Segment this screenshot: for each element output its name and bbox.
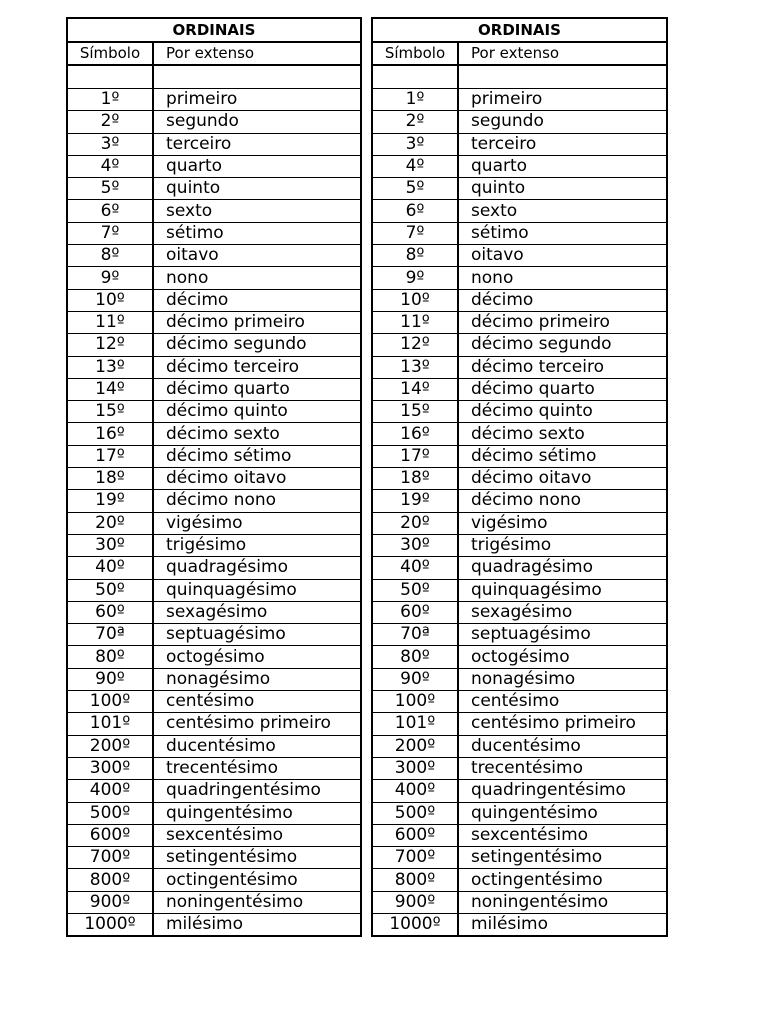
ordinal-extenso: terceiro xyxy=(153,133,361,155)
ordinal-extenso: décimo quarto xyxy=(458,378,667,400)
ordinal-symbol: 101º xyxy=(372,713,458,735)
ordinal-extenso: décimo oitavo xyxy=(153,468,361,490)
table-row xyxy=(67,757,361,779)
ordinal-symbol: 1000º xyxy=(372,913,458,936)
ordinal-symbol: 1000º xyxy=(67,913,153,936)
blank-cell xyxy=(372,65,458,89)
table-row xyxy=(67,668,361,690)
table-body xyxy=(372,42,667,936)
ordinal-extenso: octogésimo xyxy=(153,646,361,668)
ordinal-symbol: 80º xyxy=(372,646,458,668)
ordinal-symbol: 1º xyxy=(67,89,153,111)
blank-cell xyxy=(67,65,153,89)
ordinal-extenso: quarto xyxy=(153,155,361,177)
ordinal-symbol: 8º xyxy=(67,245,153,267)
table-row xyxy=(372,468,667,490)
table-row xyxy=(67,579,361,601)
table-row xyxy=(372,824,667,846)
ordinal-symbol: 13º xyxy=(67,356,153,378)
ordinal-symbol: 8º xyxy=(372,245,458,267)
table-row xyxy=(67,624,361,646)
ordinal-extenso: setingentésimo xyxy=(458,847,667,869)
ordinal-symbol: 13º xyxy=(372,356,458,378)
table-row xyxy=(67,780,361,802)
ordinal-symbol: 15º xyxy=(372,401,458,423)
table-row xyxy=(372,780,667,802)
ordinal-symbol: 50º xyxy=(372,579,458,601)
ordinal-extenso: milésimo xyxy=(458,913,667,936)
ordinal-symbol: 2º xyxy=(67,111,153,133)
ordinal-symbol: 14º xyxy=(372,378,458,400)
ordinal-symbol: 700º xyxy=(67,847,153,869)
ordinal-extenso: segundo xyxy=(153,111,361,133)
ordinal-extenso: décimo quarto xyxy=(153,378,361,400)
ordinal-extenso: sétimo xyxy=(458,222,667,244)
blank-row xyxy=(67,65,361,89)
table-row xyxy=(67,133,361,155)
ordinal-extenso: quinquagésimo xyxy=(153,579,361,601)
ordinal-extenso: décimo quinto xyxy=(153,401,361,423)
ordinal-symbol: 10º xyxy=(67,289,153,311)
ordinal-symbol: 400º xyxy=(372,780,458,802)
table-row xyxy=(67,356,361,378)
ordinal-symbol: 700º xyxy=(372,847,458,869)
table-title: ORDINAIS xyxy=(67,18,361,42)
ordinal-extenso: quingentésimo xyxy=(153,802,361,824)
column-header-extenso: Por extenso xyxy=(458,42,667,65)
table-row xyxy=(372,267,667,289)
ordinal-symbol: 400º xyxy=(67,780,153,802)
ordinal-extenso: trecentésimo xyxy=(153,757,361,779)
ordinal-extenso: nonagésimo xyxy=(153,668,361,690)
ordinal-symbol: 100º xyxy=(67,691,153,713)
table-row xyxy=(67,557,361,579)
ordinal-symbol: 14º xyxy=(67,378,153,400)
ordinal-symbol: 6º xyxy=(67,200,153,222)
ordinal-symbol: 4º xyxy=(67,155,153,177)
ordinal-extenso: trigésimo xyxy=(458,534,667,556)
ordinal-extenso: sexto xyxy=(458,200,667,222)
ordinal-extenso: décimo segundo xyxy=(153,334,361,356)
table-row xyxy=(372,534,667,556)
ordinal-symbol: 11º xyxy=(67,311,153,333)
table-row xyxy=(372,913,667,936)
table-row xyxy=(67,913,361,936)
ordinal-symbol: 5º xyxy=(372,178,458,200)
table-row xyxy=(372,713,667,735)
table-row xyxy=(372,557,667,579)
table-row xyxy=(67,222,361,244)
ordinal-symbol: 30º xyxy=(67,534,153,556)
ordinal-extenso: décimo xyxy=(458,289,667,311)
table-row xyxy=(67,891,361,913)
ordinal-extenso: décimo primeiro xyxy=(458,311,667,333)
ordinal-symbol: 200º xyxy=(67,735,153,757)
ordinal-extenso: septuagésimo xyxy=(458,624,667,646)
ordinal-extenso: sexagésimo xyxy=(153,601,361,623)
ordinal-symbol: 4º xyxy=(372,155,458,177)
ordinal-symbol: 900º xyxy=(67,891,153,913)
ordinal-symbol: 17º xyxy=(372,445,458,467)
table-row xyxy=(67,378,361,400)
ordinal-symbol: 50º xyxy=(67,579,153,601)
ordinal-extenso: décimo oitavo xyxy=(458,468,667,490)
table-body xyxy=(67,42,361,936)
ordinal-symbol: 101º xyxy=(67,713,153,735)
ordinal-extenso: vigésimo xyxy=(458,512,667,534)
ordinal-symbol: 19º xyxy=(372,490,458,512)
table-row xyxy=(67,445,361,467)
ordinal-symbol: 3º xyxy=(372,133,458,155)
ordinal-symbol: 300º xyxy=(372,757,458,779)
ordinal-extenso: décimo nono xyxy=(458,490,667,512)
ordinal-symbol: 3º xyxy=(67,133,153,155)
table-row xyxy=(372,89,667,111)
ordinal-symbol: 2º xyxy=(372,111,458,133)
column-header-row xyxy=(67,42,361,65)
ordinal-extenso: trigésimo xyxy=(153,534,361,556)
ordinal-extenso: primeiro xyxy=(153,89,361,111)
table-row xyxy=(67,155,361,177)
ordinal-extenso: décimo sétimo xyxy=(153,445,361,467)
ordinal-extenso: quadringentésimo xyxy=(153,780,361,802)
ordinal-extenso: décimo terceiro xyxy=(153,356,361,378)
ordinal-symbol: 500º xyxy=(372,802,458,824)
ordinal-extenso: octingentésimo xyxy=(458,869,667,891)
ordinal-extenso: centésimo xyxy=(153,691,361,713)
table-row xyxy=(67,200,361,222)
table-row xyxy=(67,334,361,356)
table-row xyxy=(67,847,361,869)
ordinals-table-left xyxy=(66,17,362,937)
table-row xyxy=(372,311,667,333)
ordinal-extenso: décimo segundo xyxy=(458,334,667,356)
ordinal-extenso: nono xyxy=(153,267,361,289)
table-row xyxy=(67,311,361,333)
ordinal-symbol: 12º xyxy=(67,334,153,356)
ordinal-extenso: terceiro xyxy=(458,133,667,155)
table-row xyxy=(67,245,361,267)
ordinal-extenso: noningentésimo xyxy=(458,891,667,913)
table-row xyxy=(372,155,667,177)
table-title: ORDINAIS xyxy=(372,18,667,42)
ordinal-extenso: milésimo xyxy=(153,913,361,936)
ordinal-symbol: 9º xyxy=(372,267,458,289)
table-row xyxy=(372,423,667,445)
table-row xyxy=(372,757,667,779)
ordinal-symbol: 90º xyxy=(67,668,153,690)
table-row xyxy=(372,111,667,133)
ordinal-extenso: décimo quinto xyxy=(458,401,667,423)
table-row xyxy=(67,111,361,133)
table-row xyxy=(372,668,667,690)
ordinal-symbol: 100º xyxy=(372,691,458,713)
ordinal-symbol: 19º xyxy=(67,490,153,512)
table-row xyxy=(372,378,667,400)
table-row xyxy=(372,222,667,244)
ordinal-extenso: quingentésimo xyxy=(458,802,667,824)
table-row xyxy=(372,133,667,155)
table-row xyxy=(67,713,361,735)
ordinal-symbol: 500º xyxy=(67,802,153,824)
table-row xyxy=(67,423,361,445)
ordinal-symbol: 16º xyxy=(67,423,153,445)
ordinal-extenso: décimo sexto xyxy=(458,423,667,445)
ordinals-table-right xyxy=(371,17,668,937)
table-row xyxy=(67,468,361,490)
ordinal-extenso: sexcentésimo xyxy=(458,824,667,846)
ordinal-symbol: 17º xyxy=(67,445,153,467)
ordinal-symbol: 80º xyxy=(67,646,153,668)
ordinal-symbol: 40º xyxy=(372,557,458,579)
ordinal-symbol: 60º xyxy=(67,601,153,623)
ordinal-extenso: décimo xyxy=(153,289,361,311)
ordinal-extenso: septuagésimo xyxy=(153,624,361,646)
ordinal-symbol: 300º xyxy=(67,757,153,779)
ordinal-symbol: 15º xyxy=(67,401,153,423)
table-row xyxy=(372,646,667,668)
table-row xyxy=(67,646,361,668)
blank-cell xyxy=(458,65,667,89)
ordinal-symbol: 18º xyxy=(67,468,153,490)
ordinal-extenso: quinto xyxy=(458,178,667,200)
ordinal-extenso: sexagésimo xyxy=(458,601,667,623)
table-row xyxy=(372,802,667,824)
table-row xyxy=(372,401,667,423)
ordinal-extenso: primeiro xyxy=(458,89,667,111)
table-row xyxy=(372,869,667,891)
table-row xyxy=(372,356,667,378)
table-row xyxy=(372,178,667,200)
table-row xyxy=(372,490,667,512)
ordinal-extenso: quinquagésimo xyxy=(458,579,667,601)
ordinal-symbol: 9º xyxy=(67,267,153,289)
table-row xyxy=(67,89,361,111)
column-header-extenso: Por extenso xyxy=(153,42,361,65)
ordinal-extenso: setingentésimo xyxy=(153,847,361,869)
ordinal-symbol: 900º xyxy=(372,891,458,913)
blank-row xyxy=(372,65,667,89)
ordinal-symbol: 90º xyxy=(372,668,458,690)
ordinal-extenso: vigésimo xyxy=(153,512,361,534)
table-row xyxy=(372,624,667,646)
ordinal-symbol: 1º xyxy=(372,89,458,111)
ordinal-symbol: 800º xyxy=(372,869,458,891)
table-row xyxy=(67,802,361,824)
table-row xyxy=(67,691,361,713)
ordinal-symbol: 20º xyxy=(67,512,153,534)
ordinal-symbol: 7º xyxy=(372,222,458,244)
ordinal-symbol: 200º xyxy=(372,735,458,757)
ordinal-extenso: décimo nono xyxy=(153,490,361,512)
ordinal-extenso: sexcentésimo xyxy=(153,824,361,846)
blank-cell xyxy=(153,65,361,89)
table-row xyxy=(67,289,361,311)
table-row xyxy=(372,579,667,601)
ordinal-symbol: 16º xyxy=(372,423,458,445)
ordinal-extenso: décimo sétimo xyxy=(458,445,667,467)
table-row xyxy=(372,334,667,356)
table-row xyxy=(67,267,361,289)
table-row xyxy=(372,691,667,713)
ordinal-extenso: décimo primeiro xyxy=(153,311,361,333)
table-row xyxy=(67,824,361,846)
table-row xyxy=(67,178,361,200)
ordinal-extenso: noningentésimo xyxy=(153,891,361,913)
ordinal-extenso: sexto xyxy=(153,200,361,222)
table-row xyxy=(67,601,361,623)
table-row xyxy=(67,534,361,556)
table-row xyxy=(372,601,667,623)
column-header-symbol: Símbolo xyxy=(372,42,458,65)
ordinal-symbol: 5º xyxy=(67,178,153,200)
column-header-symbol: Símbolo xyxy=(67,42,153,65)
ordinal-extenso: centésimo primeiro xyxy=(458,713,667,735)
ordinal-extenso: décimo terceiro xyxy=(458,356,667,378)
ordinal-extenso: trecentésimo xyxy=(458,757,667,779)
ordinal-extenso: quadragésimo xyxy=(458,557,667,579)
ordinal-symbol: 800º xyxy=(67,869,153,891)
ordinal-symbol: 20º xyxy=(372,512,458,534)
table-row xyxy=(372,847,667,869)
column-header-row xyxy=(372,42,667,65)
ordinal-symbol: 600º xyxy=(372,824,458,846)
ordinal-symbol: 70ª xyxy=(372,624,458,646)
table-row xyxy=(372,512,667,534)
ordinal-symbol: 60º xyxy=(372,601,458,623)
ordinal-symbol: 18º xyxy=(372,468,458,490)
table-row xyxy=(372,891,667,913)
ordinal-extenso: ducentésimo xyxy=(153,735,361,757)
table-row xyxy=(372,289,667,311)
table-row xyxy=(372,735,667,757)
ordinal-extenso: quarto xyxy=(458,155,667,177)
ordinal-extenso: segundo xyxy=(458,111,667,133)
ordinal-extenso: oitavo xyxy=(153,245,361,267)
ordinal-symbol: 11º xyxy=(372,311,458,333)
ordinal-symbol: 70ª xyxy=(67,624,153,646)
ordinal-extenso: octogésimo xyxy=(458,646,667,668)
ordinal-extenso: centésimo primeiro xyxy=(153,713,361,735)
ordinal-symbol: 12º xyxy=(372,334,458,356)
ordinal-extenso: centésimo xyxy=(458,691,667,713)
ordinal-extenso: décimo sexto xyxy=(153,423,361,445)
table-row xyxy=(67,869,361,891)
table-row xyxy=(372,245,667,267)
table-row xyxy=(67,512,361,534)
ordinal-symbol: 6º xyxy=(372,200,458,222)
table-row xyxy=(372,445,667,467)
ordinal-extenso: octingentésimo xyxy=(153,869,361,891)
ordinal-extenso: quadragésimo xyxy=(153,557,361,579)
ordinal-extenso: nonagésimo xyxy=(458,668,667,690)
table-row xyxy=(67,490,361,512)
ordinal-extenso: oitavo xyxy=(458,245,667,267)
ordinal-symbol: 40º xyxy=(67,557,153,579)
ordinal-extenso: ducentésimo xyxy=(458,735,667,757)
table-row xyxy=(67,735,361,757)
ordinal-symbol: 10º xyxy=(372,289,458,311)
table-row xyxy=(372,200,667,222)
ordinal-symbol: 7º xyxy=(67,222,153,244)
table-row xyxy=(67,401,361,423)
ordinal-extenso: quadringentésimo xyxy=(458,780,667,802)
ordinal-extenso: nono xyxy=(458,267,667,289)
ordinal-symbol: 30º xyxy=(372,534,458,556)
ordinal-extenso: sétimo xyxy=(153,222,361,244)
ordinal-extenso: quinto xyxy=(153,178,361,200)
ordinal-symbol: 600º xyxy=(67,824,153,846)
